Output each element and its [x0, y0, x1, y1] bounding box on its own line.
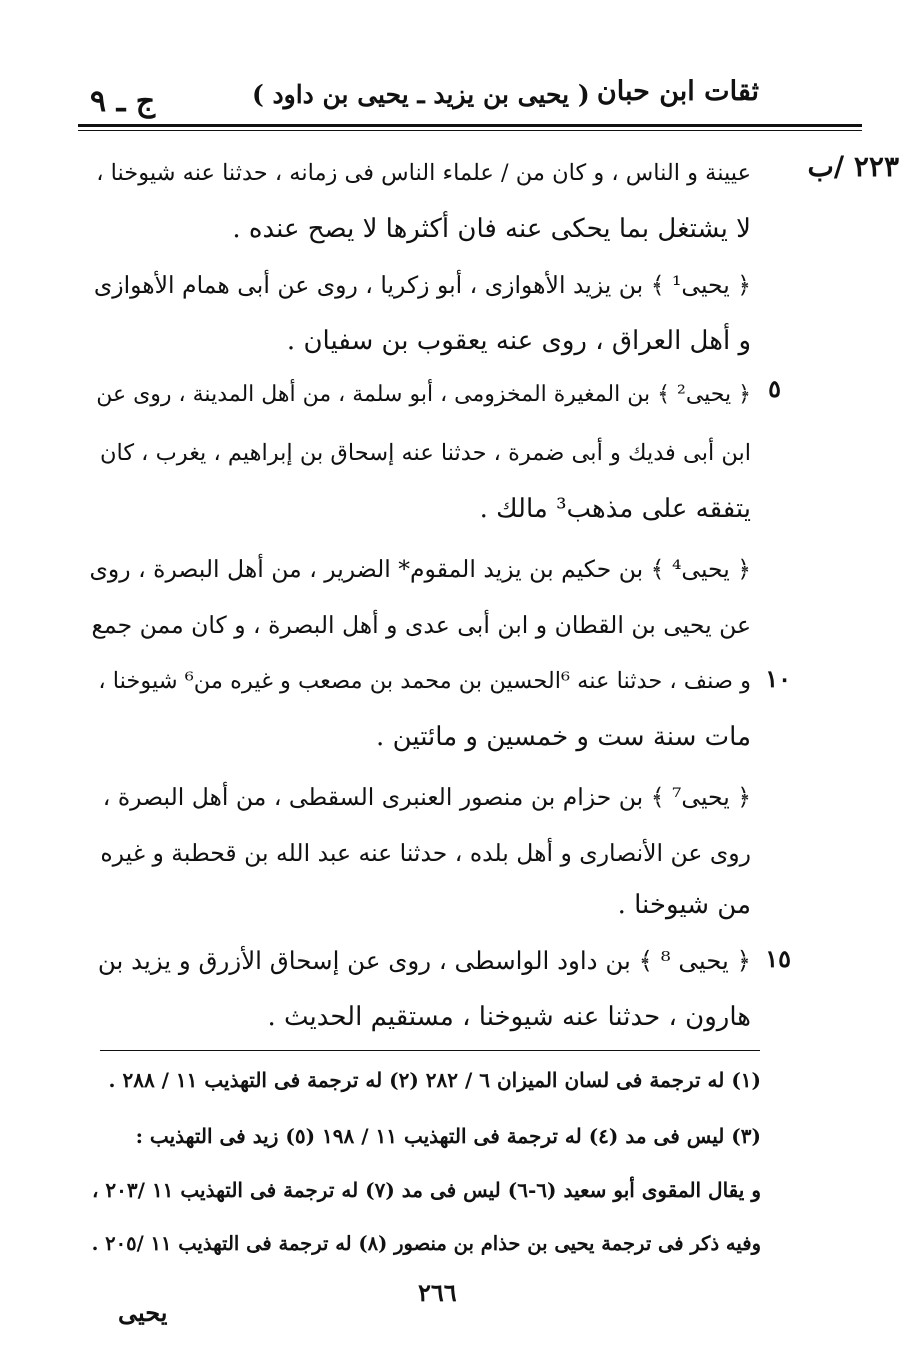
catchword: يحيى: [118, 1298, 168, 1327]
text-line: عن يحيى بن القطان و ابن أبى عدى و أهل البصرة ، و كان ممن جمع: [91, 611, 751, 639]
entry-yahya-2: ﴿ يحيى² ﴾ بن المغيرة المخزومى ، أبو سلمة ، من أهل المدينة ، روى عن: [96, 382, 751, 407]
entry-yahya-7: ﴿ يحيى⁷ ﴾ بن حزام بن منصور العنبرى السقطى ، من أهل البصرة ،: [102, 783, 751, 811]
text-line: و أهل العراق ، روى عنه يعقوب بن سفيان .: [286, 326, 751, 356]
volume-number: ج ـ ٩: [90, 84, 156, 119]
text-line: مات سنة ست و خمسين و مائتين .: [376, 722, 751, 752]
entry-yahya-4: ﴿ يحيى⁴ ﴾ بن حكيم بن يزيد المقوم* الضرير ، من أهل البصرة ، روى: [89, 555, 751, 583]
text-line: يتفقه على مذهب³ مالك .: [479, 494, 751, 524]
entry-yahya-1: ﴿ يحيى¹ ﴾ بن يزيد الأهوازى ، أبو زكريا ، روى عن أبى همام الأهوازى: [93, 271, 751, 299]
line-number-10: ١٠: [765, 664, 791, 693]
folio-marker: ٢٢٣ /ب: [807, 150, 899, 183]
text-line: روى عن الأنصارى و أهل بلده ، حدثنا عنه عبد الله بن قحطبة و غيره: [100, 839, 751, 867]
header-rule: [78, 124, 862, 127]
footnote-rule: [100, 1050, 760, 1051]
header-rule-thin: [78, 130, 862, 131]
footnote-line: وفيه ذكر فى ترجمة يحيى بن حذام بن منصور (٨) له ترجمة فى التهذيب ١١ /٢٠٥ .: [91, 1232, 761, 1255]
footnote-line: (١) له ترجمة فى لسان الميزان ٦ / ٢٨٢ (٢) له ترجمة فى التهذيب ١١ / ٢٨٨ .: [108, 1068, 761, 1092]
book-title: ثقات ابن حبان: [596, 76, 759, 107]
entry-yahya-8: ﴿ يحيى ⁸ ﴾ بن داود الواسطى ، روى عن إسحاق الأزرق و يزيد بن: [97, 946, 751, 975]
running-title: ( يحيى بن يزيد ـ يحيى بن داود ): [252, 80, 590, 109]
page-number: ٢٦٦: [418, 1278, 457, 1307]
footnote-line: و يقال المقوى أبو سعيد (٦-٦) ليس فى مد (٧) له ترجمة فى التهذيب ١١ /٢٠٣ ،: [92, 1178, 761, 1202]
footnote-line: (٣) ليس فى مد (٤) له ترجمة فى التهذيب ١١ / ١٩٨ (٥) زيد فى التهذيب :: [135, 1124, 761, 1148]
line-number-5: ٥: [768, 374, 781, 403]
text-line: و صنف ، حدثنا عنه ⁶الحسين بن محمد بن مصعب و غيره من⁶ شيوخنا ،: [98, 668, 751, 694]
text-line: هارون ، حدثنا عنه شيوخنا ، مستقيم الحديث .: [267, 1002, 751, 1032]
text-line: من شيوخنا .: [617, 890, 751, 920]
text-line: لا يشتغل بما يحكى عنه فان أكثرها لا يصح عنده .: [232, 214, 751, 244]
line-number-15: ١٥: [765, 944, 791, 973]
text-line: عيينة و الناس ، و كان من / علماء الناس فى زمانه ، حدثنا عنه شيوخنا ،: [96, 160, 751, 186]
text-line: ابن أبى فديك و أبى ضمرة ، حدثنا عنه إسحاق بن إبراهيم ، يغرب ، كان: [99, 440, 751, 466]
